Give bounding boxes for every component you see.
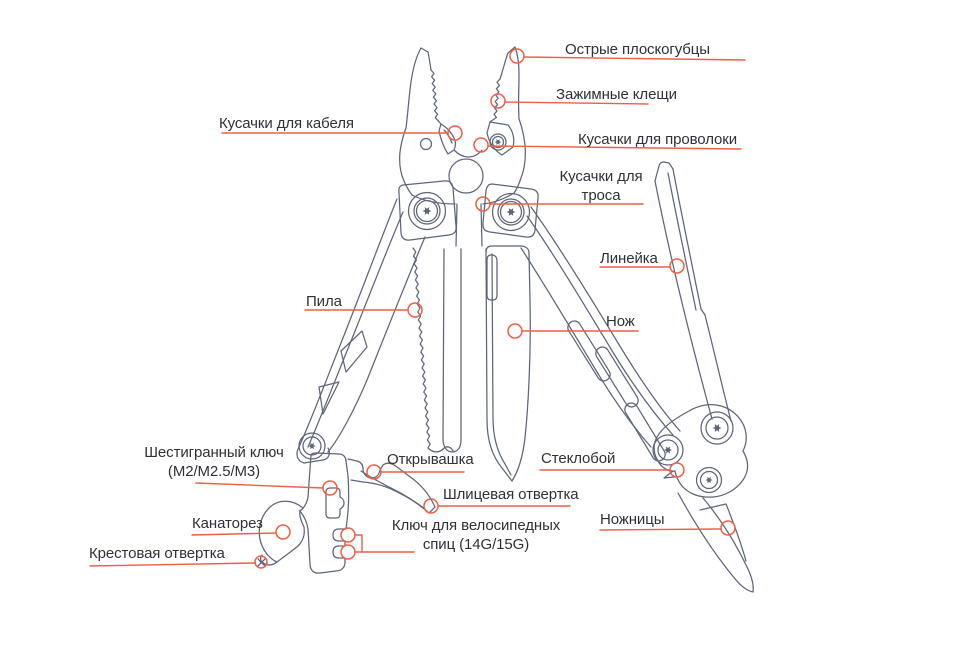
- label-text: Линейка: [600, 250, 658, 267]
- knife-blade: [486, 246, 530, 481]
- pliers-jaws: [400, 47, 526, 195]
- label-text: Кусачки для проволоки: [578, 131, 738, 148]
- marker-knife: [508, 324, 522, 338]
- label-text: Пила: [306, 293, 342, 310]
- label-text: Кусачки для: [559, 168, 643, 185]
- label-text: спиц (14G/15G): [422, 535, 530, 553]
- callout-label-bottle-opener: [387, 451, 474, 470]
- lanyard-hole: [449, 159, 483, 193]
- label-text: Нож: [606, 313, 635, 330]
- callout-label-cable-cutters: [219, 115, 354, 134]
- marker-glass-breaker: [670, 463, 684, 477]
- callout-label-ruler: [600, 250, 658, 269]
- callout-label-phillips-screwdriver: [89, 545, 225, 564]
- callout-label-scissors: [600, 511, 664, 530]
- marker-cable-cutters: [448, 126, 462, 140]
- label-text: Крестовая отвертка: [89, 545, 225, 562]
- pivot-screws: [399, 181, 538, 240]
- marker-wire-cutters: [474, 138, 488, 152]
- callout-label-knife: [606, 313, 635, 332]
- callout-label-spoke-wrench: [386, 517, 566, 555]
- label-text: Шлицевая отвертка: [443, 486, 579, 503]
- saw-blade: [413, 248, 461, 452]
- phillips-tip: [258, 559, 265, 566]
- callout-label-hex-key: [130, 444, 298, 482]
- label-text: троса: [581, 186, 621, 204]
- scissors-assembly: [653, 405, 753, 592]
- label-text: Стеклобой: [541, 450, 616, 467]
- callout-label-saw: [306, 293, 342, 312]
- label-text: Острые плоскогубцы: [565, 41, 710, 58]
- callout-label-clamping-jaws: [556, 86, 677, 105]
- marker-clamping-jaws: [491, 94, 505, 108]
- marker-rope-cutter: [276, 525, 290, 539]
- marker-saw: [408, 303, 422, 317]
- label-text: Шестигранный ключ: [144, 444, 284, 461]
- callout-label-rope-cable-cutters: [540, 168, 662, 206]
- label-text: Ключ для велосипедных: [391, 517, 561, 534]
- label-text: Канаторез: [192, 515, 263, 532]
- label-text: Зажимные клещи: [556, 86, 677, 103]
- leader-hex-key: [196, 483, 323, 488]
- left-handle: [297, 199, 425, 463]
- marker-ruler: [670, 259, 684, 273]
- callout-label-rope-cutter: [192, 515, 263, 534]
- label-text: Открывашка: [387, 451, 474, 468]
- callout-label-glass-breaker: [541, 450, 615, 469]
- callout-label-sharp-pliers: [565, 41, 710, 60]
- right-handle: [521, 207, 680, 461]
- label-text: (M2/M2.5/M3): [167, 462, 261, 480]
- callout-label-flat-screwdriver: [443, 486, 579, 505]
- callout-label-wire-cutters: [578, 131, 737, 150]
- ruler-arm: [655, 162, 731, 421]
- marker-spoke-wrench-1: [341, 528, 355, 542]
- pliers-head: [412, 122, 514, 246]
- marker-spoke-wrench-2: [341, 545, 355, 559]
- label-text: Ножницы: [600, 511, 665, 528]
- label-text: Кусачки для кабеля: [219, 115, 354, 132]
